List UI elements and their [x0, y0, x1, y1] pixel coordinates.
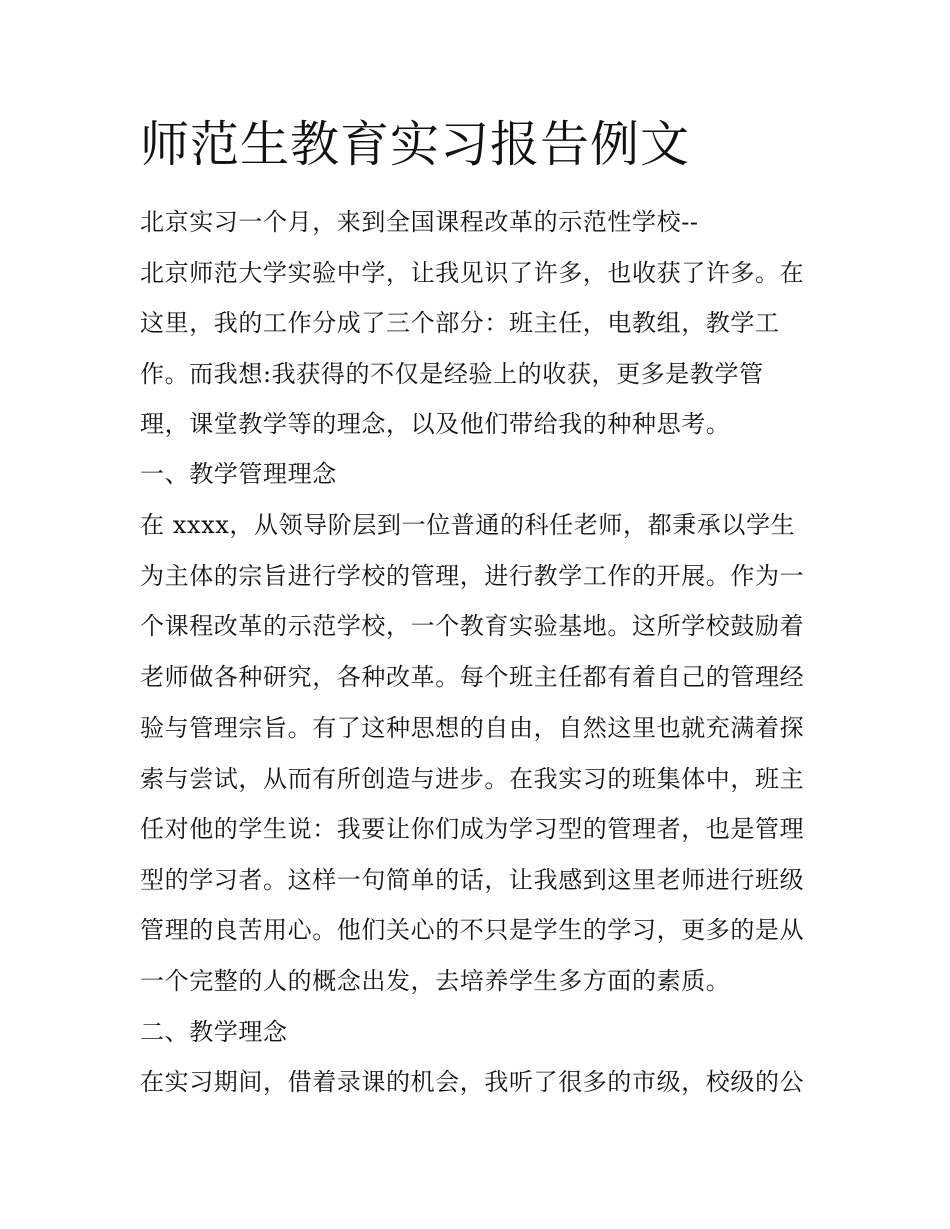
section-heading: 一、教学管理理念	[140, 460, 337, 488]
paragraph-line: 在实习期间，借着录课的机会，我听了很多的市级，校级的公	[140, 1068, 805, 1096]
paragraph-line: 任对他的学生说：我要让你们成为学习型的管理者，也是管理	[140, 815, 805, 843]
paragraph-line: 索与尝试，从而有所创造与进步。在我实习的班集体中，班主	[140, 765, 805, 793]
paragraph-line: 验与管理宗旨。有了这种思想的自由，自然这里也就充满着探	[140, 714, 805, 742]
paragraph-line: 型的学习者。这样一句简单的话，让我感到这里老师进行班级	[140, 866, 805, 894]
section-heading: 二、教学理念	[140, 1018, 288, 1046]
paragraph-line: 在 xxxx，从领导阶层到一位普通的科任老师，都秉承以学生	[140, 511, 796, 539]
paragraph-line: 北京师范大学实验中学，让我见识了许多，也收获了许多。在	[140, 259, 805, 287]
paragraph-line: 北京实习一个月，来到全国课程改革的示范性学校--	[140, 208, 699, 236]
paragraph-line: 个课程改革的示范学校，一个教育实验基地。这所学校鼓励着	[140, 612, 805, 640]
paragraph-line: 为主体的宗旨进行学校的管理，进行教学工作的开展。作为一	[140, 562, 805, 590]
paragraph-line: 老师做各种研究，各种改革。每个班主任都有着自己的管理经	[140, 663, 805, 691]
paragraph-line: 理，课堂教学等的理念，以及他们带给我的种种思考。	[140, 410, 731, 438]
paragraph-line: 这里，我的工作分成了三个部分：班主任，电教组，教学工	[140, 309, 780, 337]
paragraph-line: 管理的良苦用心。他们关心的不只是学生的学习，更多的是从	[140, 916, 805, 944]
paragraph-line: 作。而我想:我获得的不仅是经验上的收获，更多是教学管	[140, 360, 764, 388]
paragraph-line: 一个完整的人的概念出发，去培养学生多方面的素质。	[140, 967, 731, 995]
document-title: 师范生教育实习报告例文	[140, 116, 691, 173]
